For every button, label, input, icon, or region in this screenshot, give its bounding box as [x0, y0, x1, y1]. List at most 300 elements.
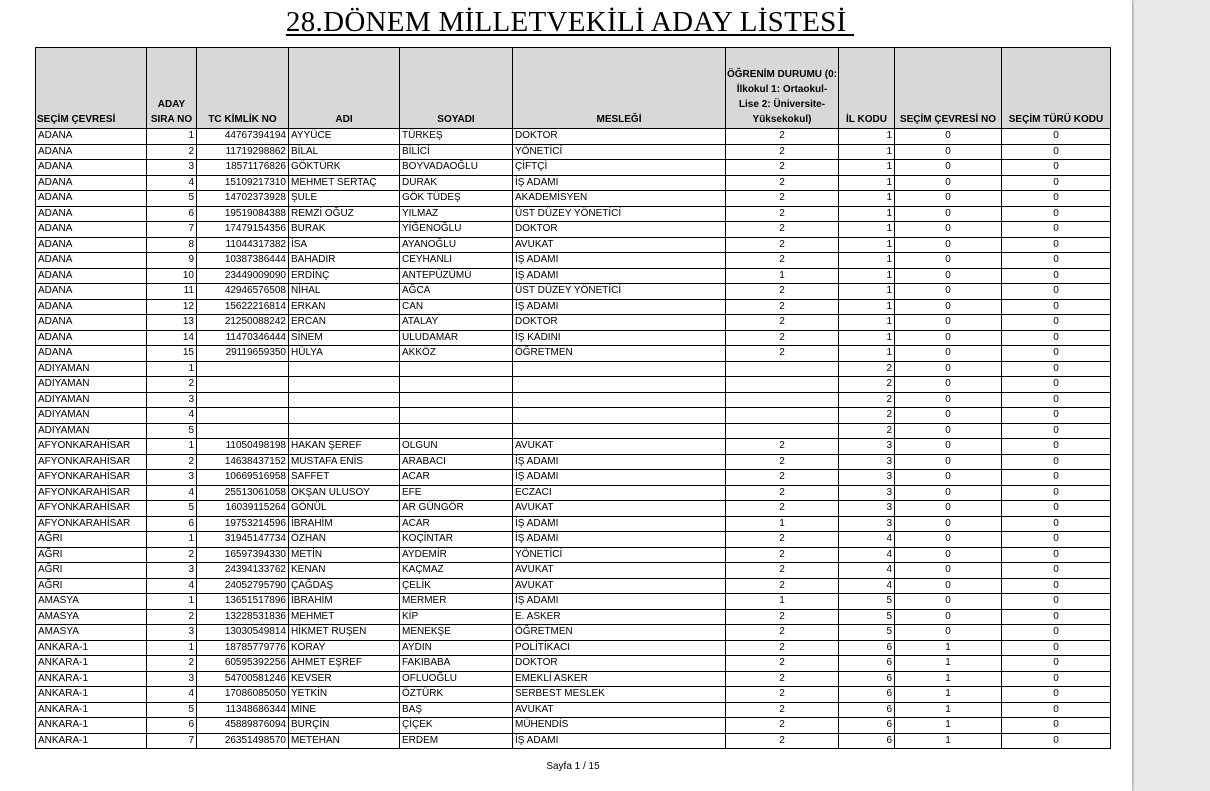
cell-il-kodu: 1 — [839, 191, 895, 207]
table-row — [36, 330, 1111, 346]
cell-il-kodu: 1 — [839, 346, 895, 362]
cell-soyadi: AYANOĞLU — [400, 237, 513, 253]
cell-ogrenim-durumu — [726, 361, 839, 377]
cell-tc-kimlik-no: 10387386444 — [197, 253, 289, 269]
cell-secim-cevresi-no: 0 — [895, 609, 1002, 625]
cell-secim-cevresi-no: 0 — [895, 222, 1002, 238]
cell-tc-kimlik-no: 13651517896 — [197, 594, 289, 610]
cell-aday-sira-no: 4 — [147, 485, 197, 501]
cell-secim-cevresi-no: 0 — [895, 594, 1002, 610]
cell-secim-cevresi: AFYONKARAHİSAR — [36, 454, 147, 470]
col-header-soyadi: SOYADI — [400, 48, 513, 129]
cell-secim-cevresi: ANKARA-1 — [36, 733, 147, 749]
cell-meslegi: MÜHENDİS — [513, 718, 726, 734]
cell-secim-turu-kodu: 0 — [1002, 687, 1111, 703]
cell-soyadi: ATALAY — [400, 315, 513, 331]
cell-adi: BİLAL — [289, 144, 400, 160]
col-header-tc-kimlik-no: TC KİMLİK NO — [197, 48, 289, 129]
cell-secim-cevresi: ADANA — [36, 315, 147, 331]
cell-il-kodu: 6 — [839, 640, 895, 656]
cell-ogrenim-durumu — [726, 377, 839, 393]
cell-ogrenim-durumu: 2 — [726, 656, 839, 672]
cell-soyadi: DURAK — [400, 175, 513, 191]
cell-secim-cevresi: ANKARA-1 — [36, 702, 147, 718]
table-row — [36, 237, 1111, 253]
cell-aday-sira-no: 11 — [147, 284, 197, 300]
table-row — [36, 284, 1111, 300]
cell-aday-sira-no: 1 — [147, 129, 197, 145]
cell-meslegi: İŞ KADINI — [513, 330, 726, 346]
cell-soyadi: BİLİCİ — [400, 144, 513, 160]
cell-secim-cevresi-no: 0 — [895, 253, 1002, 269]
table-body — [36, 129, 1111, 749]
cell-meslegi: DOKTOR — [513, 129, 726, 145]
cell-soyadi: BOYVADAOĞLU — [400, 160, 513, 176]
cell-secim-turu-kodu: 0 — [1002, 733, 1111, 749]
cell-soyadi — [400, 392, 513, 408]
cell-il-kodu: 2 — [839, 408, 895, 424]
cell-tc-kimlik-no: 24394133762 — [197, 563, 289, 579]
cell-tc-kimlik-no: 16597394330 — [197, 547, 289, 563]
cell-adi: KEVSER — [289, 671, 400, 687]
cell-tc-kimlik-no: 11719298862 — [197, 144, 289, 160]
cell-adi — [289, 361, 400, 377]
cell-aday-sira-no: 12 — [147, 299, 197, 315]
cell-secim-turu-kodu: 0 — [1002, 206, 1111, 222]
table-row — [36, 160, 1111, 176]
cell-aday-sira-no: 3 — [147, 160, 197, 176]
cell-secim-turu-kodu: 0 — [1002, 175, 1111, 191]
cell-secim-cevresi: ANKARA-1 — [36, 640, 147, 656]
cell-ogrenim-durumu: 1 — [726, 594, 839, 610]
cell-meslegi: İŞ ADAMI — [513, 253, 726, 269]
cell-secim-cevresi: ANKARA-1 — [36, 718, 147, 734]
cell-secim-cevresi-no: 0 — [895, 361, 1002, 377]
cell-il-kodu: 1 — [839, 284, 895, 300]
cell-tc-kimlik-no: 23449009090 — [197, 268, 289, 284]
cell-meslegi — [513, 408, 726, 424]
cell-tc-kimlik-no — [197, 361, 289, 377]
cell-ogrenim-durumu: 2 — [726, 160, 839, 176]
cell-soyadi: ULUDAMAR — [400, 330, 513, 346]
cell-secim-turu-kodu: 0 — [1002, 532, 1111, 548]
cell-soyadi: OFLUOĞLU — [400, 671, 513, 687]
cell-adi: HİKMET RUŞEN — [289, 625, 400, 641]
cell-adi: BURAK — [289, 222, 400, 238]
table-row — [36, 594, 1111, 610]
cell-soyadi: ACAR — [400, 516, 513, 532]
cell-soyadi — [400, 408, 513, 424]
cell-secim-cevresi-no: 0 — [895, 563, 1002, 579]
cell-aday-sira-no: 2 — [147, 656, 197, 672]
cell-secim-cevresi: ADIYAMAN — [36, 392, 147, 408]
cell-tc-kimlik-no: 17086085050 — [197, 687, 289, 703]
cell-secim-cevresi-no: 0 — [895, 346, 1002, 362]
cell-il-kodu: 1 — [839, 237, 895, 253]
cell-meslegi: ÜST DÜZEY YÖNETİCİ — [513, 206, 726, 222]
cell-aday-sira-no: 4 — [147, 578, 197, 594]
cell-secim-cevresi: ADANA — [36, 160, 147, 176]
cell-secim-turu-kodu: 0 — [1002, 718, 1111, 734]
cell-secim-cevresi: AMASYA — [36, 625, 147, 641]
cell-secim-cevresi: ADANA — [36, 284, 147, 300]
cell-soyadi: AKKÖZ — [400, 346, 513, 362]
table-row — [36, 578, 1111, 594]
cell-secim-turu-kodu: 0 — [1002, 160, 1111, 176]
cell-meslegi: AVUKAT — [513, 563, 726, 579]
cell-soyadi: KAÇMAZ — [400, 563, 513, 579]
cell-ogrenim-durumu: 2 — [726, 640, 839, 656]
cell-il-kodu: 1 — [839, 144, 895, 160]
cell-adi — [289, 392, 400, 408]
cell-soyadi: ÇİÇEK — [400, 718, 513, 734]
table-row — [36, 532, 1111, 548]
cell-meslegi — [513, 423, 726, 439]
cell-secim-turu-kodu: 0 — [1002, 268, 1111, 284]
cell-adi: İBRAHİM — [289, 516, 400, 532]
cell-ogrenim-durumu: 2 — [726, 671, 839, 687]
cell-soyadi: ACAR — [400, 470, 513, 486]
cell-secim-cevresi-no: 0 — [895, 578, 1002, 594]
cell-tc-kimlik-no: 15109217310 — [197, 175, 289, 191]
cell-soyadi: CAN — [400, 299, 513, 315]
cell-tc-kimlik-no: 26351498570 — [197, 733, 289, 749]
cell-ogrenim-durumu: 1 — [726, 516, 839, 532]
cell-ogrenim-durumu: 1 — [726, 268, 839, 284]
cell-adi: ÇAĞDAŞ — [289, 578, 400, 594]
cell-secim-cevresi-no: 1 — [895, 671, 1002, 687]
cell-secim-turu-kodu: 0 — [1002, 144, 1111, 160]
cell-soyadi: MERMER — [400, 594, 513, 610]
cell-aday-sira-no: 2 — [147, 144, 197, 160]
cell-secim-cevresi-no: 0 — [895, 532, 1002, 548]
cell-il-kodu: 4 — [839, 547, 895, 563]
cell-aday-sira-no: 6 — [147, 206, 197, 222]
page-number: Sayfa 1 / 15 — [546, 761, 600, 772]
cell-aday-sira-no: 9 — [147, 253, 197, 269]
cell-secim-turu-kodu: 0 — [1002, 625, 1111, 641]
cell-secim-cevresi-no: 0 — [895, 237, 1002, 253]
cell-adi: HAKAN ŞEREF — [289, 439, 400, 455]
cell-meslegi: ÖĞRETMEN — [513, 625, 726, 641]
table-row — [36, 129, 1111, 145]
cell-il-kodu: 5 — [839, 625, 895, 641]
cell-aday-sira-no: 5 — [147, 191, 197, 207]
cell-il-kodu: 6 — [839, 702, 895, 718]
cell-meslegi: POLİTİKACI — [513, 640, 726, 656]
cell-il-kodu: 6 — [839, 718, 895, 734]
cell-secim-turu-kodu: 0 — [1002, 501, 1111, 517]
cell-secim-turu-kodu: 0 — [1002, 454, 1111, 470]
cell-aday-sira-no: 15 — [147, 346, 197, 362]
cell-secim-turu-kodu: 0 — [1002, 408, 1111, 424]
cell-adi — [289, 423, 400, 439]
cell-aday-sira-no: 1 — [147, 439, 197, 455]
cell-secim-cevresi-no: 1 — [895, 733, 1002, 749]
cell-aday-sira-no: 14 — [147, 330, 197, 346]
cell-secim-turu-kodu: 0 — [1002, 640, 1111, 656]
cell-meslegi: SERBEST MESLEK — [513, 687, 726, 703]
cell-aday-sira-no: 1 — [147, 361, 197, 377]
cell-tc-kimlik-no: 18785779776 — [197, 640, 289, 656]
cell-secim-turu-kodu: 0 — [1002, 361, 1111, 377]
cell-tc-kimlik-no: 11050498198 — [197, 439, 289, 455]
cell-adi: NİHAL — [289, 284, 400, 300]
table-row — [36, 299, 1111, 315]
cell-il-kodu: 3 — [839, 485, 895, 501]
col-header-secim-cevresi-no: SEÇİM ÇEVRESİ NO — [895, 48, 1002, 129]
cell-ogrenim-durumu: 2 — [726, 144, 839, 160]
cell-soyadi: ANTEPÜZÜMÜ — [400, 268, 513, 284]
cell-ogrenim-durumu: 2 — [726, 470, 839, 486]
cell-il-kodu: 6 — [839, 733, 895, 749]
cell-secim-turu-kodu: 0 — [1002, 563, 1111, 579]
cell-secim-turu-kodu: 0 — [1002, 578, 1111, 594]
cell-secim-turu-kodu: 0 — [1002, 129, 1111, 145]
cell-secim-cevresi: AMASYA — [36, 609, 147, 625]
table-row — [36, 439, 1111, 455]
cell-secim-cevresi: ADANA — [36, 191, 147, 207]
cell-secim-turu-kodu: 0 — [1002, 671, 1111, 687]
cell-adi — [289, 377, 400, 393]
cell-secim-cevresi-no: 0 — [895, 299, 1002, 315]
col-header-il-kodu: İL KODU — [839, 48, 895, 129]
cell-aday-sira-no: 5 — [147, 501, 197, 517]
cell-aday-sira-no: 4 — [147, 687, 197, 703]
cell-secim-cevresi: ADANA — [36, 268, 147, 284]
cell-il-kodu: 3 — [839, 439, 895, 455]
cell-meslegi: DOKTOR — [513, 656, 726, 672]
cell-il-kodu: 1 — [839, 206, 895, 222]
cell-adi: SİNEM — [289, 330, 400, 346]
cell-aday-sira-no: 3 — [147, 563, 197, 579]
cell-meslegi: YÖNETİCİ — [513, 547, 726, 563]
cell-aday-sira-no: 4 — [147, 175, 197, 191]
cell-secim-turu-kodu: 0 — [1002, 547, 1111, 563]
cell-secim-cevresi: ADIYAMAN — [36, 408, 147, 424]
cell-secim-cevresi: ADANA — [36, 129, 147, 145]
cell-adi: BURÇİN — [289, 718, 400, 734]
cell-tc-kimlik-no — [197, 377, 289, 393]
cell-secim-cevresi: AFYONKARAHİSAR — [36, 485, 147, 501]
cell-aday-sira-no: 1 — [147, 594, 197, 610]
cell-secim-cevresi-no: 0 — [895, 206, 1002, 222]
cell-ogrenim-durumu: 2 — [726, 532, 839, 548]
table-row — [36, 470, 1111, 486]
table-row — [36, 702, 1111, 718]
cell-secim-cevresi-no: 1 — [895, 656, 1002, 672]
cell-secim-cevresi: ADANA — [36, 222, 147, 238]
cell-aday-sira-no: 1 — [147, 532, 197, 548]
cell-il-kodu: 2 — [839, 392, 895, 408]
cell-meslegi: ÖĞRETMEN — [513, 346, 726, 362]
col-header-adi: ADI — [289, 48, 400, 129]
cell-ogrenim-durumu: 2 — [726, 330, 839, 346]
col-header-secim-cevresi: SEÇİM ÇEVRESİ — [36, 48, 147, 129]
cell-secim-cevresi: ADIYAMAN — [36, 423, 147, 439]
table-row — [36, 687, 1111, 703]
cell-meslegi: AVUKAT — [513, 702, 726, 718]
cell-tc-kimlik-no: 10669516958 — [197, 470, 289, 486]
cell-tc-kimlik-no: 14638437152 — [197, 454, 289, 470]
cell-secim-cevresi-no: 1 — [895, 718, 1002, 734]
cell-il-kodu: 1 — [839, 268, 895, 284]
table-row — [36, 175, 1111, 191]
cell-tc-kimlik-no: 19753214596 — [197, 516, 289, 532]
cell-secim-cevresi-no: 0 — [895, 330, 1002, 346]
cell-aday-sira-no: 6 — [147, 516, 197, 532]
col-header-secim-turu-kodu: SEÇİM TÜRÜ KODU — [1002, 48, 1111, 129]
cell-adi: ÖZHAN — [289, 532, 400, 548]
cell-il-kodu: 4 — [839, 532, 895, 548]
cell-il-kodu: 1 — [839, 175, 895, 191]
cell-tc-kimlik-no: 11348686344 — [197, 702, 289, 718]
cell-adi: BAHADIR — [289, 253, 400, 269]
cell-adi: MUSTAFA ENİS — [289, 454, 400, 470]
cell-secim-turu-kodu: 0 — [1002, 609, 1111, 625]
cell-il-kodu: 4 — [839, 563, 895, 579]
cell-soyadi: BAŞ — [400, 702, 513, 718]
cell-il-kodu: 2 — [839, 361, 895, 377]
cell-ogrenim-durumu: 2 — [726, 547, 839, 563]
cell-tc-kimlik-no: 31945147734 — [197, 532, 289, 548]
cell-adi: HÜLYA — [289, 346, 400, 362]
cell-adi: KORAY — [289, 640, 400, 656]
cell-il-kodu: 1 — [839, 299, 895, 315]
cell-aday-sira-no: 1 — [147, 640, 197, 656]
cell-secim-turu-kodu: 0 — [1002, 330, 1111, 346]
cell-il-kodu: 1 — [839, 160, 895, 176]
cell-meslegi: AVUKAT — [513, 237, 726, 253]
cell-il-kodu: 3 — [839, 454, 895, 470]
cell-soyadi: KOÇİNTAR — [400, 532, 513, 548]
cell-secim-cevresi-no: 0 — [895, 439, 1002, 455]
cell-soyadi: YİĞENOĞLU — [400, 222, 513, 238]
cell-aday-sira-no: 5 — [147, 423, 197, 439]
cell-meslegi: DOKTOR — [513, 315, 726, 331]
cell-ogrenim-durumu: 2 — [726, 175, 839, 191]
cell-ogrenim-durumu: 2 — [726, 439, 839, 455]
cell-adi: ERCAN — [289, 315, 400, 331]
cell-soyadi: ARABACI — [400, 454, 513, 470]
table-row — [36, 733, 1111, 749]
cell-adi: İBRAHİM — [289, 594, 400, 610]
cell-il-kodu: 2 — [839, 377, 895, 393]
table-row — [36, 516, 1111, 532]
cell-soyadi: CEYHANLI — [400, 253, 513, 269]
cell-meslegi — [513, 392, 726, 408]
cell-soyadi: YILMAZ — [400, 206, 513, 222]
cell-secim-cevresi: AĞRI — [36, 547, 147, 563]
cell-soyadi: AYDIN — [400, 640, 513, 656]
cell-ogrenim-durumu: 2 — [726, 625, 839, 641]
cell-tc-kimlik-no: 24052795790 — [197, 578, 289, 594]
cell-aday-sira-no: 2 — [147, 609, 197, 625]
cell-adi: SAFFET — [289, 470, 400, 486]
cell-secim-cevresi-no: 0 — [895, 191, 1002, 207]
cell-ogrenim-durumu — [726, 423, 839, 439]
cell-ogrenim-durumu — [726, 408, 839, 424]
cell-tc-kimlik-no: 54700581246 — [197, 671, 289, 687]
cell-meslegi: ÇİFTÇİ — [513, 160, 726, 176]
cell-secim-cevresi: ADANA — [36, 144, 147, 160]
cell-il-kodu: 5 — [839, 594, 895, 610]
cell-secim-turu-kodu: 0 — [1002, 423, 1111, 439]
table-row — [36, 640, 1111, 656]
cell-tc-kimlik-no — [197, 423, 289, 439]
table-row — [36, 346, 1111, 362]
cell-tc-kimlik-no: 16039115264 — [197, 501, 289, 517]
cell-adi: MEHMET — [289, 609, 400, 625]
cell-secim-cevresi-no: 0 — [895, 315, 1002, 331]
table-row — [36, 609, 1111, 625]
cell-secim-turu-kodu: 0 — [1002, 222, 1111, 238]
cell-secim-cevresi-no: 0 — [895, 501, 1002, 517]
cell-ogrenim-durumu: 2 — [726, 733, 839, 749]
cell-tc-kimlik-no: 14702373928 — [197, 191, 289, 207]
cell-meslegi — [513, 377, 726, 393]
cell-tc-kimlik-no: 42946576508 — [197, 284, 289, 300]
cell-secim-cevresi-no: 0 — [895, 408, 1002, 424]
table-row — [36, 563, 1111, 579]
cell-ogrenim-durumu: 2 — [726, 253, 839, 269]
cell-secim-cevresi-no: 0 — [895, 268, 1002, 284]
cell-secim-cevresi: AĞRI — [36, 532, 147, 548]
cell-ogrenim-durumu: 2 — [726, 702, 839, 718]
cell-secim-turu-kodu: 0 — [1002, 392, 1111, 408]
cell-secim-cevresi: ADIYAMAN — [36, 377, 147, 393]
cell-il-kodu: 6 — [839, 656, 895, 672]
cell-soyadi: AĞCA — [400, 284, 513, 300]
cell-tc-kimlik-no: 29119659350 — [197, 346, 289, 362]
cell-secim-cevresi-no: 0 — [895, 129, 1002, 145]
cell-ogrenim-durumu: 2 — [726, 206, 839, 222]
table-row — [36, 206, 1111, 222]
cell-secim-cevresi: ANKARA-1 — [36, 656, 147, 672]
cell-secim-turu-kodu: 0 — [1002, 253, 1111, 269]
cell-aday-sira-no: 6 — [147, 718, 197, 734]
cell-adi — [289, 408, 400, 424]
cell-soyadi — [400, 423, 513, 439]
cell-secim-cevresi-no: 0 — [895, 392, 1002, 408]
table-row — [36, 485, 1111, 501]
cell-soyadi — [400, 361, 513, 377]
cell-adi: GÖNÜL — [289, 501, 400, 517]
cell-meslegi: DOKTOR — [513, 222, 726, 238]
cell-meslegi: EMEKLİ ASKER — [513, 671, 726, 687]
cell-secim-cevresi: AMASYA — [36, 594, 147, 610]
cell-secim-turu-kodu: 0 — [1002, 299, 1111, 315]
cell-secim-cevresi: AĞRI — [36, 578, 147, 594]
cell-secim-cevresi-no: 1 — [895, 640, 1002, 656]
cell-soyadi: KİP — [400, 609, 513, 625]
cell-secim-cevresi: ADANA — [36, 175, 147, 191]
cell-secim-cevresi-no: 0 — [895, 454, 1002, 470]
cell-il-kodu: 2 — [839, 423, 895, 439]
cell-adi: KENAN — [289, 563, 400, 579]
cell-ogrenim-durumu: 2 — [726, 687, 839, 703]
table-row — [36, 377, 1111, 393]
cell-adi: MEHMET SERTAÇ — [289, 175, 400, 191]
table-row — [36, 361, 1111, 377]
cell-soyadi: FAKIBABA — [400, 656, 513, 672]
cell-meslegi: AKADEMİSYEN — [513, 191, 726, 207]
cell-meslegi: İŞ ADAMI — [513, 454, 726, 470]
cell-tc-kimlik-no — [197, 408, 289, 424]
cell-ogrenim-durumu: 2 — [726, 718, 839, 734]
table-row — [36, 423, 1111, 439]
cell-il-kodu: 4 — [839, 578, 895, 594]
